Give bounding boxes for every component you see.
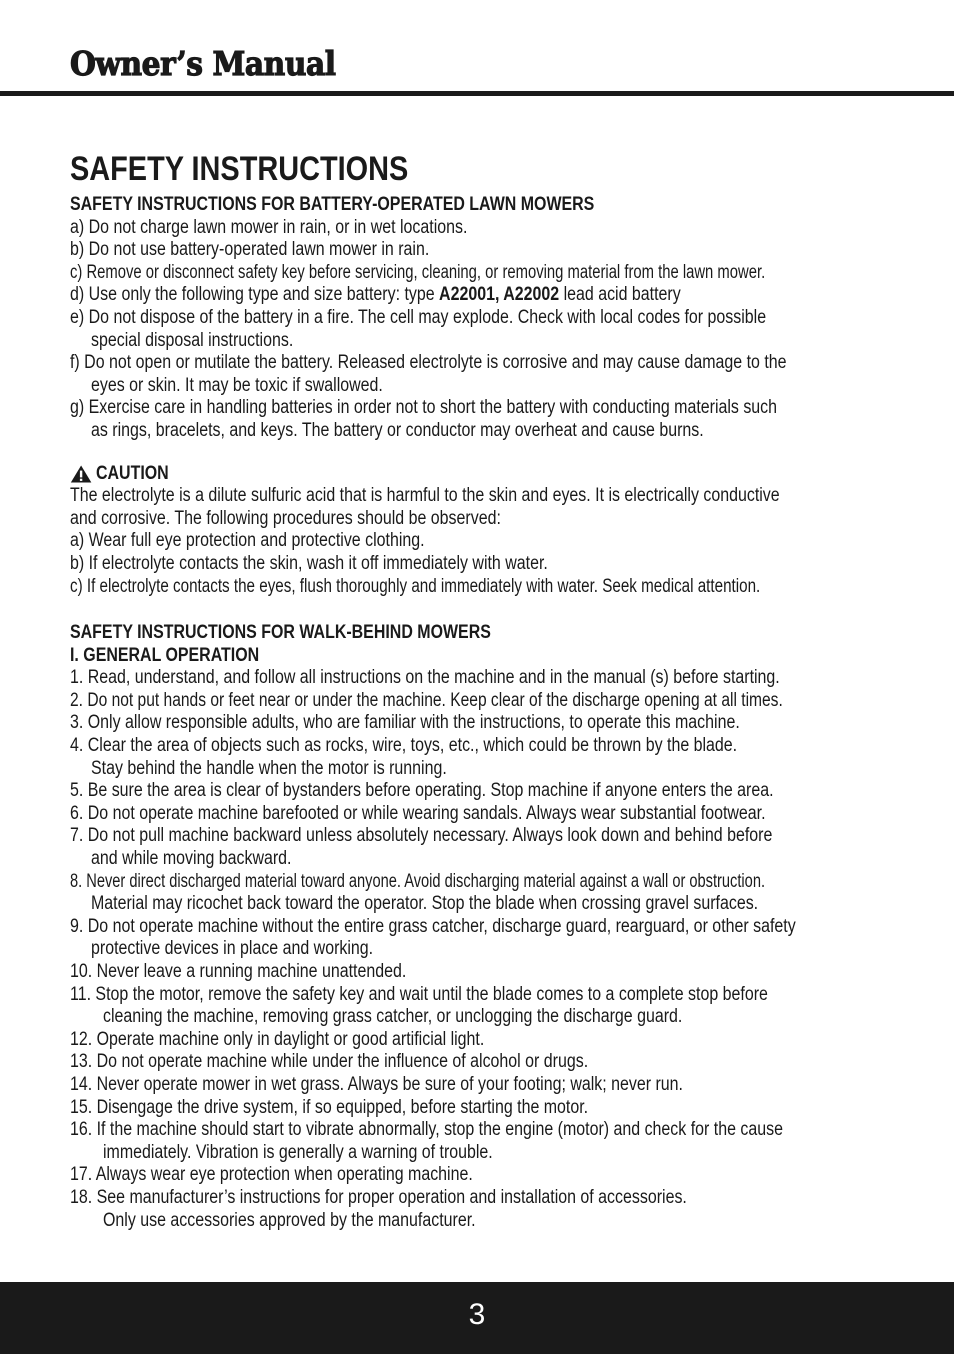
rule-item-9: 9. Do not operate machine without the entire grass catcher, discharge guard, rearguard, or other safety	[70, 915, 796, 937]
battery-item-a: a) Do not charge lawn mower in rain, or in wet locations.	[70, 216, 468, 238]
battery-item-d: d) Use only the following type and size battery: type A22001, A22002 lead acid battery	[70, 284, 681, 306]
rule-item-12: 12. Operate machine only in daylight or good artificial light.	[70, 1028, 485, 1050]
rule-item-8: 8. Never direct discharged material toward anyone. Avoid discharging material against a wall or obstruction.	[70, 870, 766, 892]
battery-item-e-cont: special disposal instructions.	[91, 329, 294, 351]
rule-item-18-cont: Only use accessories approved by the manufacturer.	[103, 1209, 476, 1231]
caution-item-b: b) If electrolyte contacts the skin, wash it off immediately with water.	[70, 552, 548, 574]
caution-intro: The electrolyte is a dilute sulfuric acid that is harmful to the skin and eyes. It is electrically conductive	[70, 485, 780, 507]
rule-item-13: 13. Do not operate machine while under the influence of alcohol or drugs.	[70, 1051, 589, 1073]
caution-intro-cont: and corrosive. The following procedures should be observed:	[70, 507, 501, 529]
page-title: SAFETY INSTRUCTIONS	[70, 150, 409, 188]
battery-item-c: c) Remove or disconnect safety key before servicing, cleaning, or removing material from the lawn mower.	[70, 261, 766, 283]
rule-item-7-cont: and while moving backward.	[91, 848, 292, 870]
page-number: 3	[468, 1298, 486, 1331]
header-rule	[0, 91, 954, 96]
rule-item-11: 11. Stop the motor, remove the safety key and wait until the blade comes to a complete stop before	[70, 983, 768, 1005]
rule-item-16-cont: immediately. Vibration is generally a warning of trouble.	[103, 1141, 493, 1163]
footer-bar	[0, 1282, 954, 1354]
rule-item-5: 5. Be sure the area is clear of bystanders before operating. Stop machine if anyone enters the area.	[70, 780, 774, 802]
rule-item-11-cont: cleaning the machine, removing grass catcher, or unclogging the discharge guard.	[103, 1006, 683, 1028]
rule-item-3: 3. Only allow responsible adults, who are familiar with the instructions, to operate this machine.	[70, 712, 740, 734]
caution-item-a: a) Wear full eye protection and protective clothing.	[70, 530, 425, 552]
rule-item-6: 6. Do not operate machine barefooted or while wearing sandals. Always wear substantial footwear.	[70, 802, 766, 824]
rule-item-9-cont: protective devices in place and working.	[91, 938, 374, 960]
battery-item-f: f) Do not open or mutilate the battery. Released electrolyte is corrosive and may cause damage to the	[70, 352, 787, 374]
rule-item-18: 18. See manufacturer’s instructions for proper operation and installation of accessories.	[70, 1186, 687, 1208]
rule-item-16: 16. If the machine should start to vibrate abnormally, stop the engine (motor) and check for the cause	[70, 1119, 783, 1141]
rule-item-10: 10. Never leave a running machine unattended.	[70, 961, 407, 982]
rule-item-4: 4. Clear the area of objects such as rocks, wire, toys, etc., which could be thrown by the blade.	[70, 735, 738, 757]
rule-item-17: 17. Always wear eye protection when operating machine.	[70, 1164, 473, 1186]
battery-item-e: e) Do not dispose of the battery in a fire. The cell may explode. Check with local codes for possible	[70, 306, 767, 328]
caution-heading: CAUTION	[70, 463, 950, 486]
rule-item-14: 14. Never operate mower in wet grass. Always be sure of your footing; walk; never run.	[70, 1073, 683, 1095]
caution-item-c: c) If electrolyte contacts the eyes, flush thoroughly and immediately with water. Seek medical attention.	[70, 575, 761, 597]
header-title: Owner’s Manual	[70, 44, 336, 83]
battery-type-codes: A22001, A22002	[439, 284, 560, 306]
battery-item-f-cont: eyes or skin. It may be toxic if swallowed.	[91, 374, 383, 396]
rule-item-1: 1. Read, understand, and follow all instructions on the machine and in the manual (s) before starting.	[70, 667, 780, 689]
walk-section-heading: SAFETY INSTRUCTIONS FOR WALK-BEHIND MOWERS	[70, 622, 491, 644]
battery-item-g: g) Exercise care in handling batteries in order not to short the battery with conducting materials such	[70, 397, 778, 419]
rule-item-15: 15. Disengage the drive system, if so equipped, before starting the motor.	[70, 1096, 589, 1118]
general-operation-heading: I. GENERAL OPERATION	[70, 644, 260, 666]
rule-item-2: 2. Do not put hands or feet near or under the machine. Keep clear of the discharge opening at all times.	[70, 689, 783, 711]
rule-item-7: 7. Do not pull machine backward unless absolutely necessary. Always look down and behind before	[70, 825, 773, 847]
battery-section-heading: SAFETY INSTRUCTIONS FOR BATTERY-OPERATED LAWN MOWERS	[70, 194, 595, 215]
rule-item-4-cont: Stay behind the handle when the motor is running.	[91, 757, 447, 779]
battery-item-b: b) Do not use battery-operated lawn mower in rain.	[70, 239, 430, 261]
battery-item-g-cont: as rings, bracelets, and keys. The battery or conductor may overheat and cause burns.	[91, 419, 704, 441]
page-content	[70, 150, 950, 1232]
warning-triangle-icon	[70, 464, 92, 484]
rule-item-8-cont: Material may ricochet back toward the operator. Stop the blade when crossing gravel surfaces.	[91, 893, 759, 915]
